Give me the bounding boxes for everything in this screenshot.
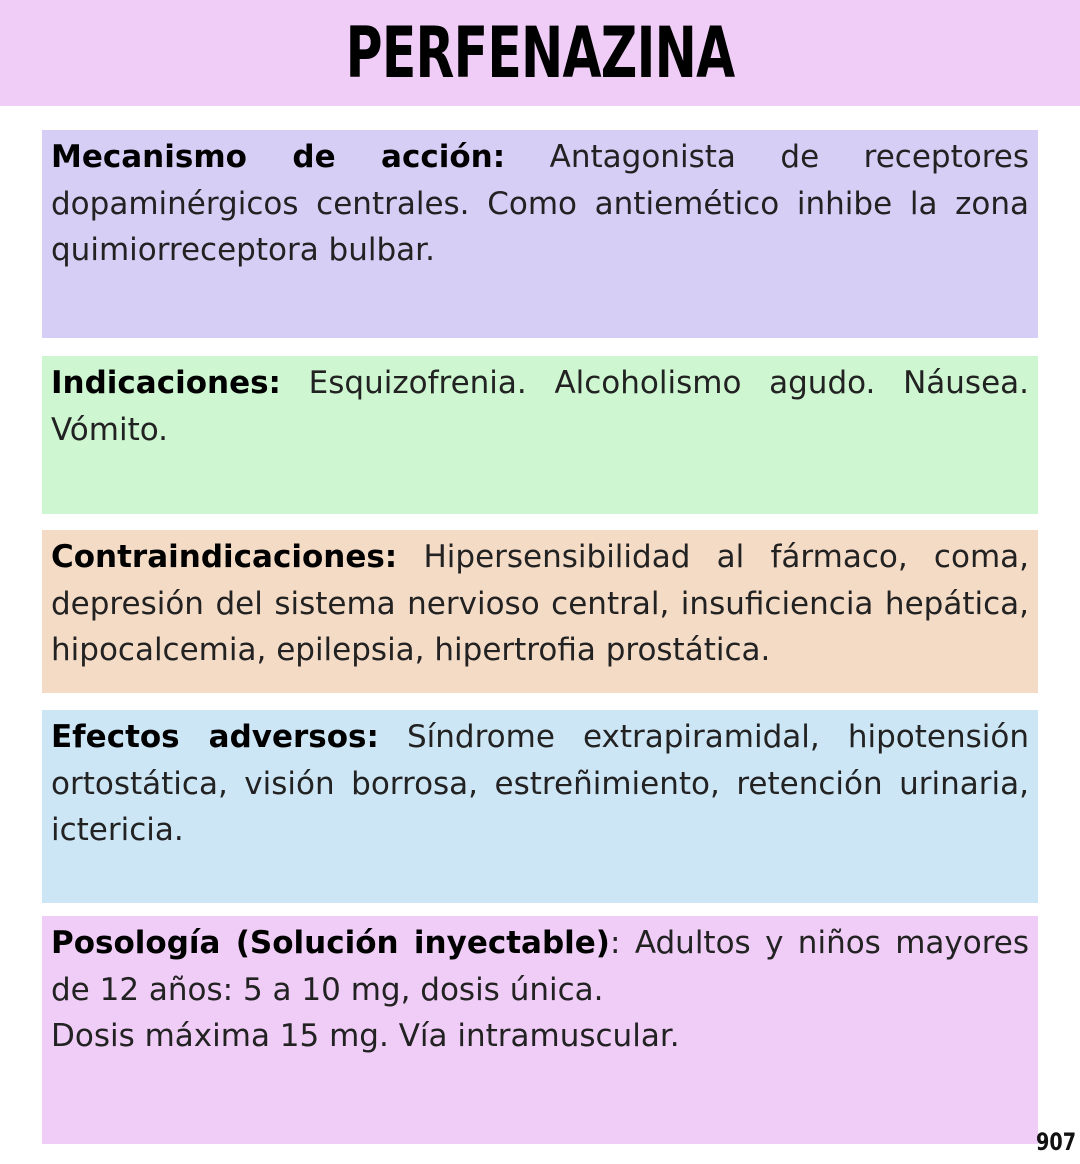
section-contraindicaciones bbox=[42, 530, 1038, 693]
page-header bbox=[0, 0, 1080, 106]
posologia-text-2: Dosis máxima 15 mg. Vía intramuscular. bbox=[51, 1018, 680, 1054]
posologia-separator: : bbox=[609, 925, 621, 961]
efectos-label: Efectos adversos: bbox=[51, 719, 379, 755]
indicaciones-text: Esquizofrenia. Alcoholismo agudo. Náusea. Vómito. bbox=[51, 365, 1029, 448]
section-mecanismo bbox=[42, 130, 1038, 338]
section-posologia bbox=[42, 916, 1038, 1144]
mecanismo-text: Antagonista de receptores dopaminérgicos centrales. Como antiemético inhibe la zona quimiorreceptora bulbar. bbox=[51, 139, 1030, 268]
posologia-label: Posología (Solución inyectable) bbox=[51, 925, 610, 961]
page-number: 907 bbox=[1035, 1128, 1076, 1156]
page-title: PERFENAZINA bbox=[345, 12, 735, 94]
contraindicaciones-text: Hipersensibilidad al fármaco, coma, depresión del sistema nervioso central, insuficiencia hepática, hipocalcemia, epilepsia, hipertrofia prostática. bbox=[51, 539, 1029, 668]
posologia-text: Adultos y niños mayores de 12 años: 5 a 10 mg, dosis única. bbox=[51, 925, 1030, 1008]
indicaciones-label: Indicaciones: bbox=[51, 365, 281, 401]
contraindicaciones-label: Contraindicaciones: bbox=[51, 539, 398, 575]
efectos-text: Síndrome extrapiramidal, hipotensión ortostática, visión borrosa, estreñimiento, retención urinaria, ictericia. bbox=[51, 719, 1029, 848]
section-efectos-adversos bbox=[42, 710, 1038, 903]
mecanismo-label: Mecanismo de acción: bbox=[51, 139, 506, 175]
section-indicaciones bbox=[42, 356, 1038, 514]
